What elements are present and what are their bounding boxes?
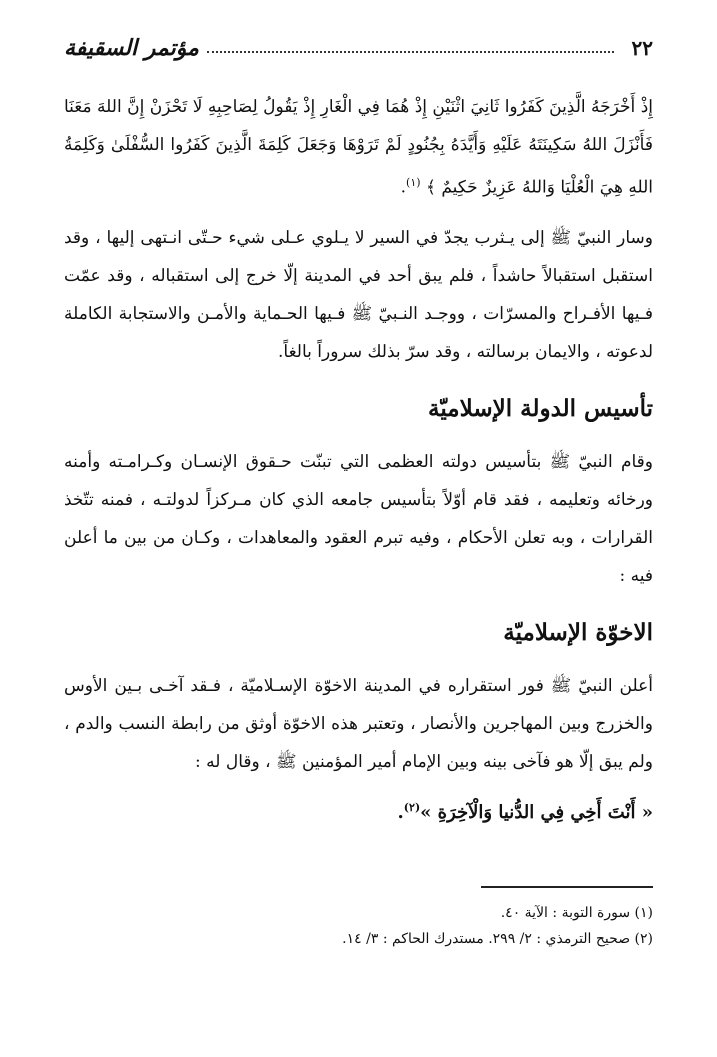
- heading-brotherhood: الاخوّة الإسلاميّة: [503, 618, 653, 646]
- page-number: ٢٢: [631, 36, 653, 60]
- verse-end: .: [400, 177, 407, 198]
- footnote-ref-1: (١): [406, 176, 421, 189]
- dotted-leader: [207, 51, 614, 53]
- hadith-quote: [64, 789, 653, 832]
- footnote-divider: [481, 886, 653, 888]
- paragraph-state-founding: وقام النبيّ ﷺ بتأسيس دولته العظمى التي تبنّت حـقوق الإنسـان وكـرامـته وأمنه ورخائه وتعليمه ، فقد قام أوّلاً بتأسيس جامعه الذي كان مـركزاً لدولتـه ، فمنه تتّخذ القرارات ، وبه تعلن الأحكام ، وفيه تبرم العقود والمعاهدات ، وكـان من بين ما أعلن فيه :: [64, 451, 653, 586]
- verse-text: إِذْ أَخْرَجَهُ الَّذِينَ كَفَرُوا ثَانِيَ اثْنَيْنِ إِذْ هُمَا فِي الْغَارِ إِذْ يَقُولُ لِصَاحِبِهِ لَا تَحْزَنْ إِنَّ اللهَ مَعَنَا فَأَنْزَلَ اللهُ سَكِينَتَهُ عَلَيْهِ وَأَيَّدَهُ بِجُنُودٍ لَمْ تَرَوْهَا وَجَعَلَ كَلِمَةَ الَّذِينَ كَفَرُوا السُّفْلَىٰ وَكَلِمَةُ اللهِ هِيَ الْعُلْيَا وَاللهُ عَزِيزٌ حَكِيمٌ ﴾: [64, 97, 653, 198]
- footnote-2: (٢) صحيح الترمذي : ٢/ ٢٩٩. مستدرك الحاكم : ٣/ ١٤.: [342, 930, 653, 947]
- quote-end: .: [397, 801, 404, 823]
- paragraph-brotherhood: أعلن النبيّ ﷺ فور استقراره في المدينة الاخوّة الإسـلاميّة ، فـقد آخـى بـين الأوس والخزرج وبين المهاجرين والأنصار ، وتعتبر هذه الاخوّة أوثق من رابطة النسب والدم ، ولم يبق إلّا هو فآخى بينه وبين الإمام أمير المؤمنين ﷺ ، وقال له :: [64, 675, 653, 772]
- heading-state-founding: تأسيس الدولة الإسلاميّة: [428, 394, 653, 422]
- page-header: [64, 28, 653, 68]
- quran-verse: [64, 88, 653, 207]
- footnote-ref-2: (٢): [403, 800, 421, 814]
- running-title: مؤتمر السقيفة: [64, 35, 199, 61]
- footnote-1: (١) سورة التوبة : الآية ٤٠.: [500, 904, 653, 921]
- paragraph-arrival: وسار النبيّ ﷺ إلى يـثرب يجدّ في السير لا يـلوي عـلى شيء حـتّى انـتهى إليها ، وقد استقبل استقبالاً حاشداً ، فلم يبق أحد في المدينة إلّا خرج إلى استقباله ، وقد عمّت فـيها الأفـراح والمسرّات ، ووجـد النـبيّ ﷺ فـيها الحـماية والأمـن والاستجابة الكاملة لدعوته ، والايمان برسالته ، وقد سرّ بذلك سروراً بالغاً.: [64, 227, 653, 362]
- quote-text: « أَنْتَ أَخِي فِي الدُّنيا وَالْآخِرَةِ »: [420, 801, 653, 823]
